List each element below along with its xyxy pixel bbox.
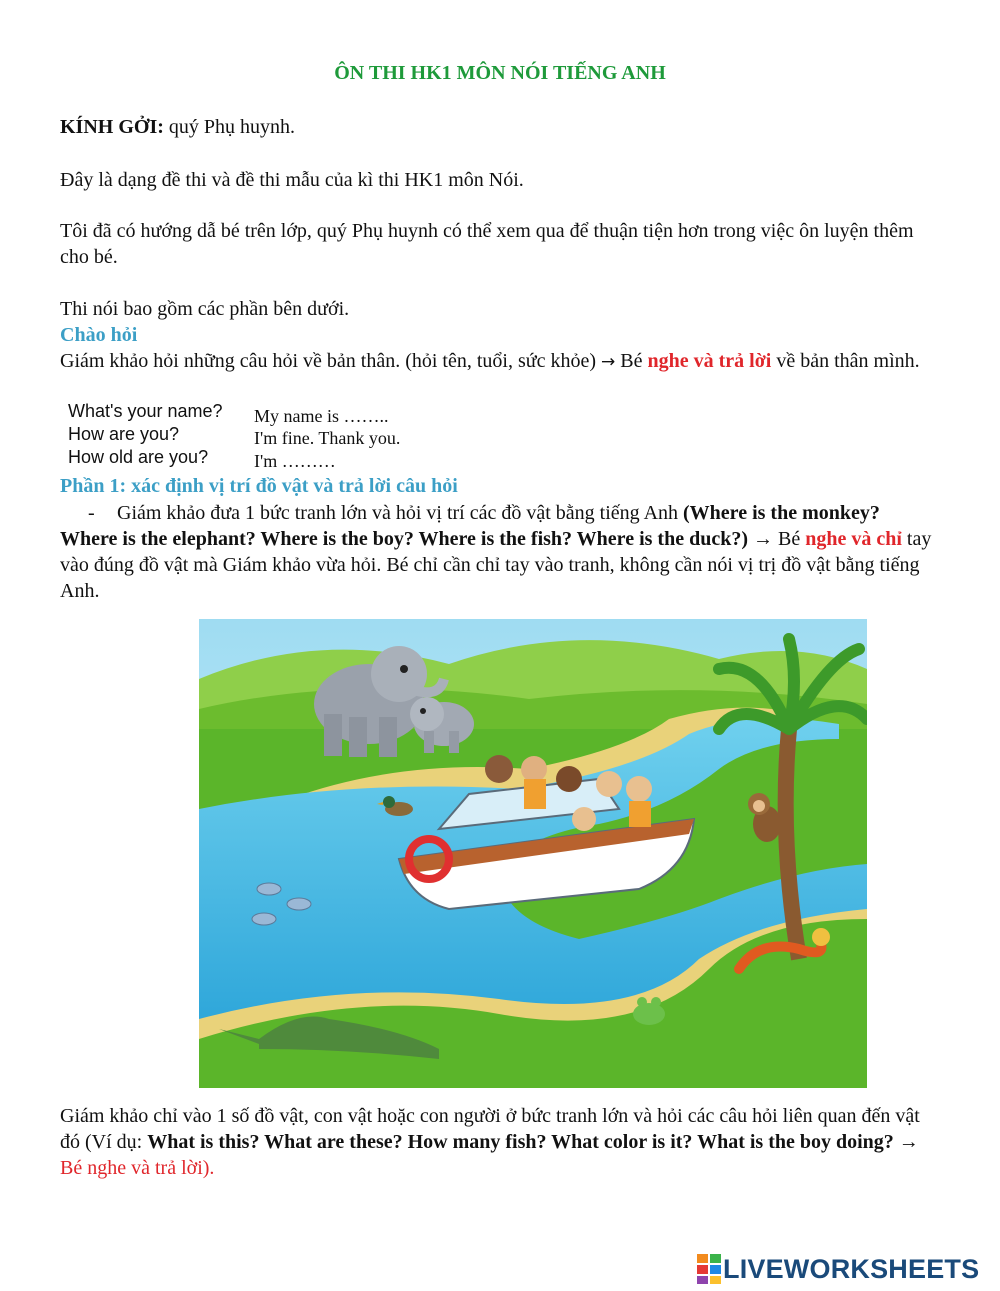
greeting-text: quý Phụ huynh. <box>163 116 296 138</box>
logo-icon <box>697 1254 723 1284</box>
highlight-listen-answer: nghe và trả lời <box>647 350 772 372</box>
answer-name: My name is …….. <box>254 406 389 426</box>
section1-questions: (Where is the monkey? Where is the elephant? Where is the boy? Where is the fish? Where is the duck?) <box>60 502 880 550</box>
section1-text: Giám khảo đưa 1 bức tranh lớn và hỏi vị trí các đồ vật bằng tiếng Anh (Where is the monkey? Where is the elephant? Where is the boy? Where is the fish? Where is the duck?) → Bé nghe và chỉ tay vào đúng đồ vật mà Giám khảo vừa hỏi. Bé chỉ cần chỉ tay vào tranh, không cần nói vị trị đồ vật bằng tiếng Anh. <box>60 502 932 602</box>
arrow-icon: → <box>601 352 616 372</box>
greeting-label: KÍNH GỞI: <box>60 116 164 138</box>
question-name: What's your name? <box>68 401 223 421</box>
liveworksheets-logo[interactable] <box>697 1252 979 1286</box>
closing-paragraph: Giám khảo chỉ vào 1 số đồ vật, con vật hoặc con người ở bức tranh lớn và hỏi các câu hỏi liên quan đến vật đó (Ví dụ: What is this? What are these? How many fish? What color is it? What is the boy doing? → Bé nghe và trả lời). <box>60 1105 920 1179</box>
question-age: How old are you? <box>68 447 209 467</box>
greeting-line <box>60 114 940 140</box>
closing-arrow: → <box>893 1131 919 1153</box>
page-title: ÔN THI HK1 MÔN NÓI TIẾNG ANH <box>334 62 666 84</box>
section1-bullet <box>60 500 940 604</box>
closing-questions: What is this? What are these? How many fish? What color is it? What is the boy doing? <box>147 1131 894 1153</box>
section1-arrow: → Bé <box>747 528 806 550</box>
intro-paragraph-1: Đây là dạng đề thi và đề thi mẫu của kì thi HK1 môn Nói. <box>60 169 524 191</box>
highlight-listen-point: nghe và chỉ <box>805 528 902 550</box>
section-greeting-heading: Chào hỏi <box>60 324 138 346</box>
answer-health: I'm fine. Thank you. <box>254 428 401 448</box>
logo-text: LIVEWORKSHEETS <box>723 1253 980 1284</box>
closing-red-text: Bé nghe và trả lời). <box>60 1157 215 1179</box>
bullet-dash: - <box>88 502 95 524</box>
river-scene-illustration <box>199 619 867 1088</box>
question-health: How are you? <box>68 424 180 444</box>
section1-heading: Phần 1: xác định vị trí đồ vật và trả lời câu hỏi <box>60 475 458 497</box>
intro-paragraph-3: Thi nói bao gồm các phần bên dưới. <box>60 298 350 320</box>
intro-paragraph-2: Tôi đã có hướng dẫ bé trên lớp, quý Phụ huynh có thể xem qua để thuận tiện hơn trong việc ôn luyện thêm cho bé. <box>60 220 914 268</box>
answer-age: I'm ……… <box>254 451 336 471</box>
section-greeting-description: Giám khảo hỏi những câu hỏi về bản thân. (hỏi tên, tuổi, sức khỏe) → Bé nghe và trả lời về bản thân mình. <box>60 350 920 372</box>
